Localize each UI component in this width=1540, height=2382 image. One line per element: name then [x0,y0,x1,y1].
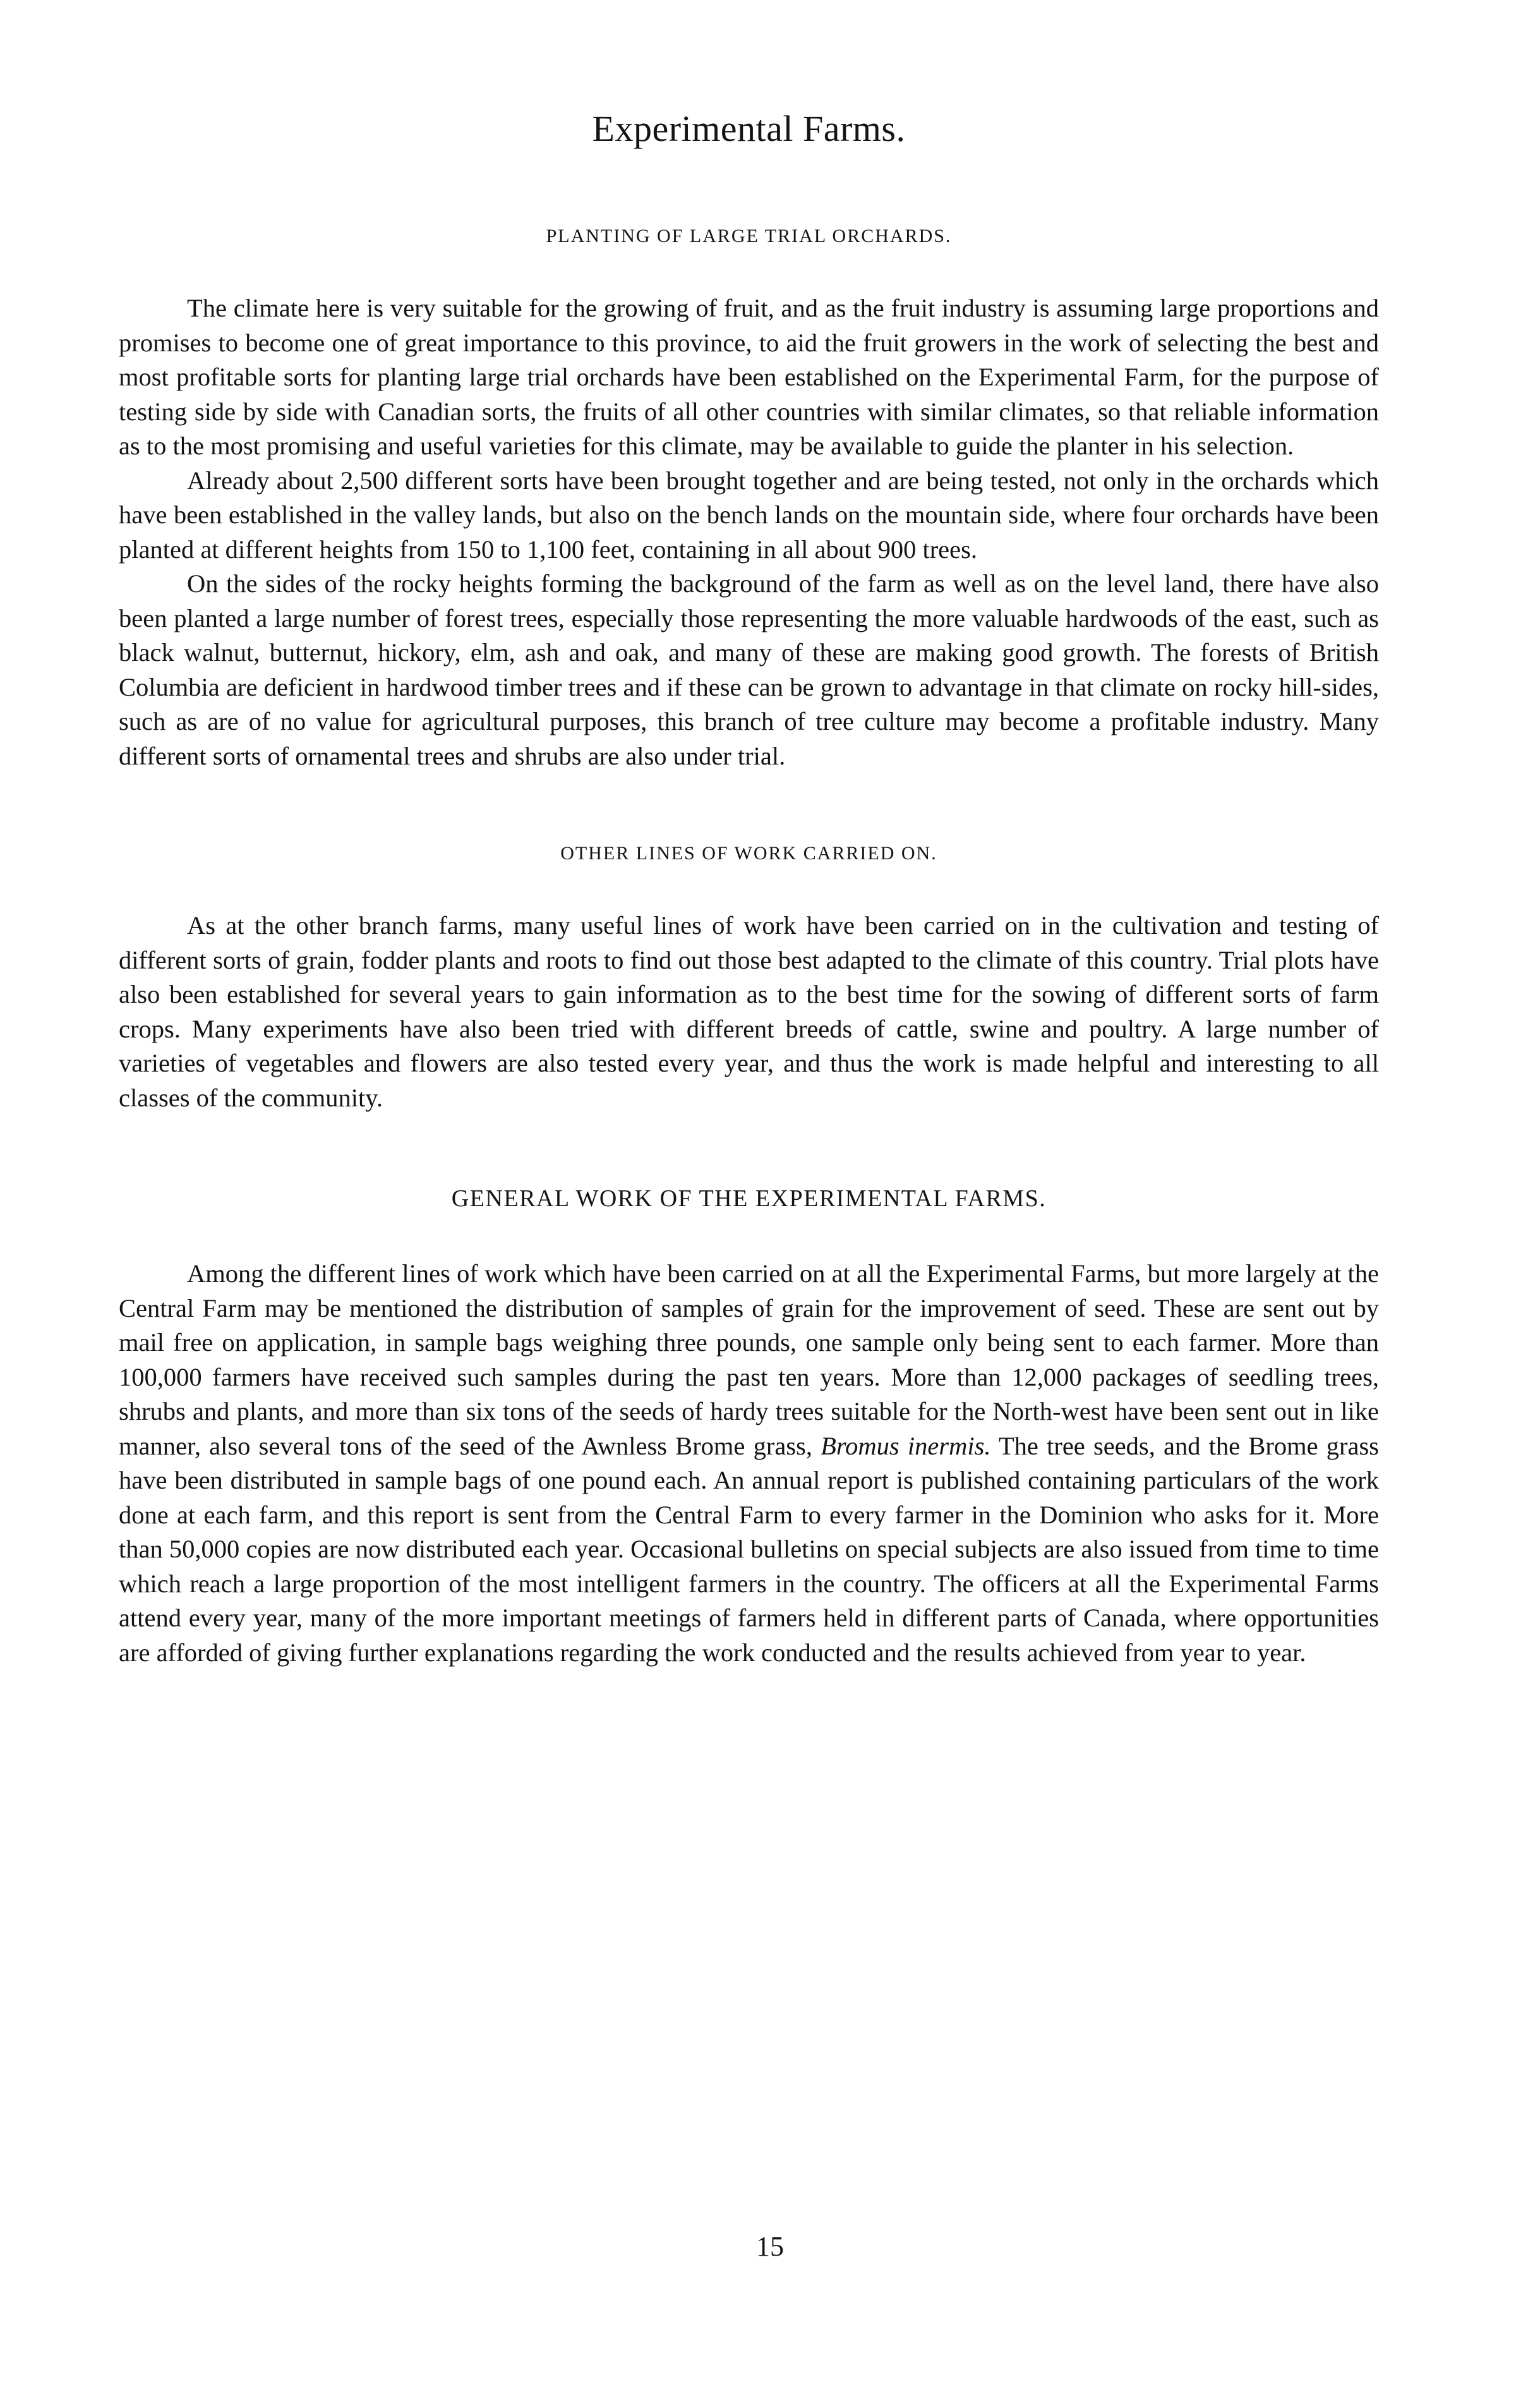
page-body [119,107,1379,1739]
paragraph: On the sides of the rocky heights forming the background of the farm as well as on the level land, there have also been planted a large number of forest trees, especially those representing the more valuable hardwoods of the east, such as black walnut, butternut, hickory, elm, ash and oak, and many of these are making good growth. The forests of British Columbia are deficient in hardwood timber trees and if these can be grown to advantage in that climate on rocky hill-sides, such as are of no value for agricultural purposes, this branch of tree culture may become a profitable industry. Many different sorts of ornamental trees and shrubs are also under trial. [119,569,1379,770]
paragraph: As at the other branch farms, many useful lines of work have been carried on in the cultivation and testing of different sorts of grain, fodder plants and roots to find out those best adapted to the climate of this country. Trial plots have also been established for several years to gain information as to the best time for the sowing of different sorts of farm crops. Many experiments have also been tried with different breeds of cattle, swine and poultry. A large number of varieties of vegetables and flowers are also tested every year, and thus the work is made helpful and interesting to all classes of the community. [119,911,1379,1112]
section-planting-trial-orchards [119,226,1379,773]
page-title: Experimental Farms. [592,108,906,149]
section-heading: OTHER LINES OF WORK CARRIED ON. [560,843,937,864]
page-number: 15 [756,2231,784,2262]
section-other-lines-of-work [119,843,1379,1115]
paragraph-text: The tree seeds, and the Brome grass have been distributed in sample bags of one pound each. An annual report is published containing particulars of the work done at each farm, and this report is sent from the Central Farm to every farmer in the Dominion who asks for it. More than 50,000 copies are now distributed each year. Occasional bulletins on special subjects are also issued from time to time which reach a large proportion of the most intelligent farmers in the country. The officers at all the Experimental Farms attend every year, many of the more important meetings of farmers held in different parts of Canada, where opportunities are afforded of giving further explanations regarding the work conducted and the results achieved from year to year. [119,1431,1379,1667]
section-general-work [119,1185,1379,1670]
paragraph: Already about 2,500 different sorts have been brought together and are being tested, not only in the orchards which have been established in the valley lands, but also on the bench lands on the mountain side, where four orchards have been planted at different heights from 150 to 1,100 feet, containing in all about 900 trees. [119,466,1379,564]
paragraph: The climate here is very suitable for the growing of fruit, and as the fruit industry is assuming large proportions and promises to become one of great importance to this province, to aid the fruit growers in the work of selecting the best and most profitable sorts for planting large trial orchards have been established on the Experimental Farm, for the purpose of testing side by side with Canadian sorts, the fruits of all other countries with similar climates, so that reliable information as to the most promising and useful varieties for this climate, may be available to guide the planter in his selection. [119,294,1379,460]
section-heading: PLANTING OF LARGE TRIAL ORCHARDS. [546,226,952,246]
species-name: Bromus inermis. [821,1431,991,1460]
paragraph-text: Among the different lines of work which have been carried on at all the Experimental Farms, but more largely at the Central Farm may be mentioned the distribution of samples of grain for the improvement of seed. These are sent out by mail free on application, in sample bags weighing three pounds, one sample only being sent to each farmer. More than 100,000 farmers have received such samples during the past ten years. More than 12,000 packages of seedling trees, shrubs and plants, and more than six tons of the seeds of hardy trees suitable for the North-west have been sent out in like manner, also several tons of the seed of the Awnless Brome grass, [119,1259,1379,1460]
section-heading: GENERAL WORK OF THE EXPERIMENTAL FARMS. [451,1185,1047,1212]
paragraph [119,1257,1379,1670]
